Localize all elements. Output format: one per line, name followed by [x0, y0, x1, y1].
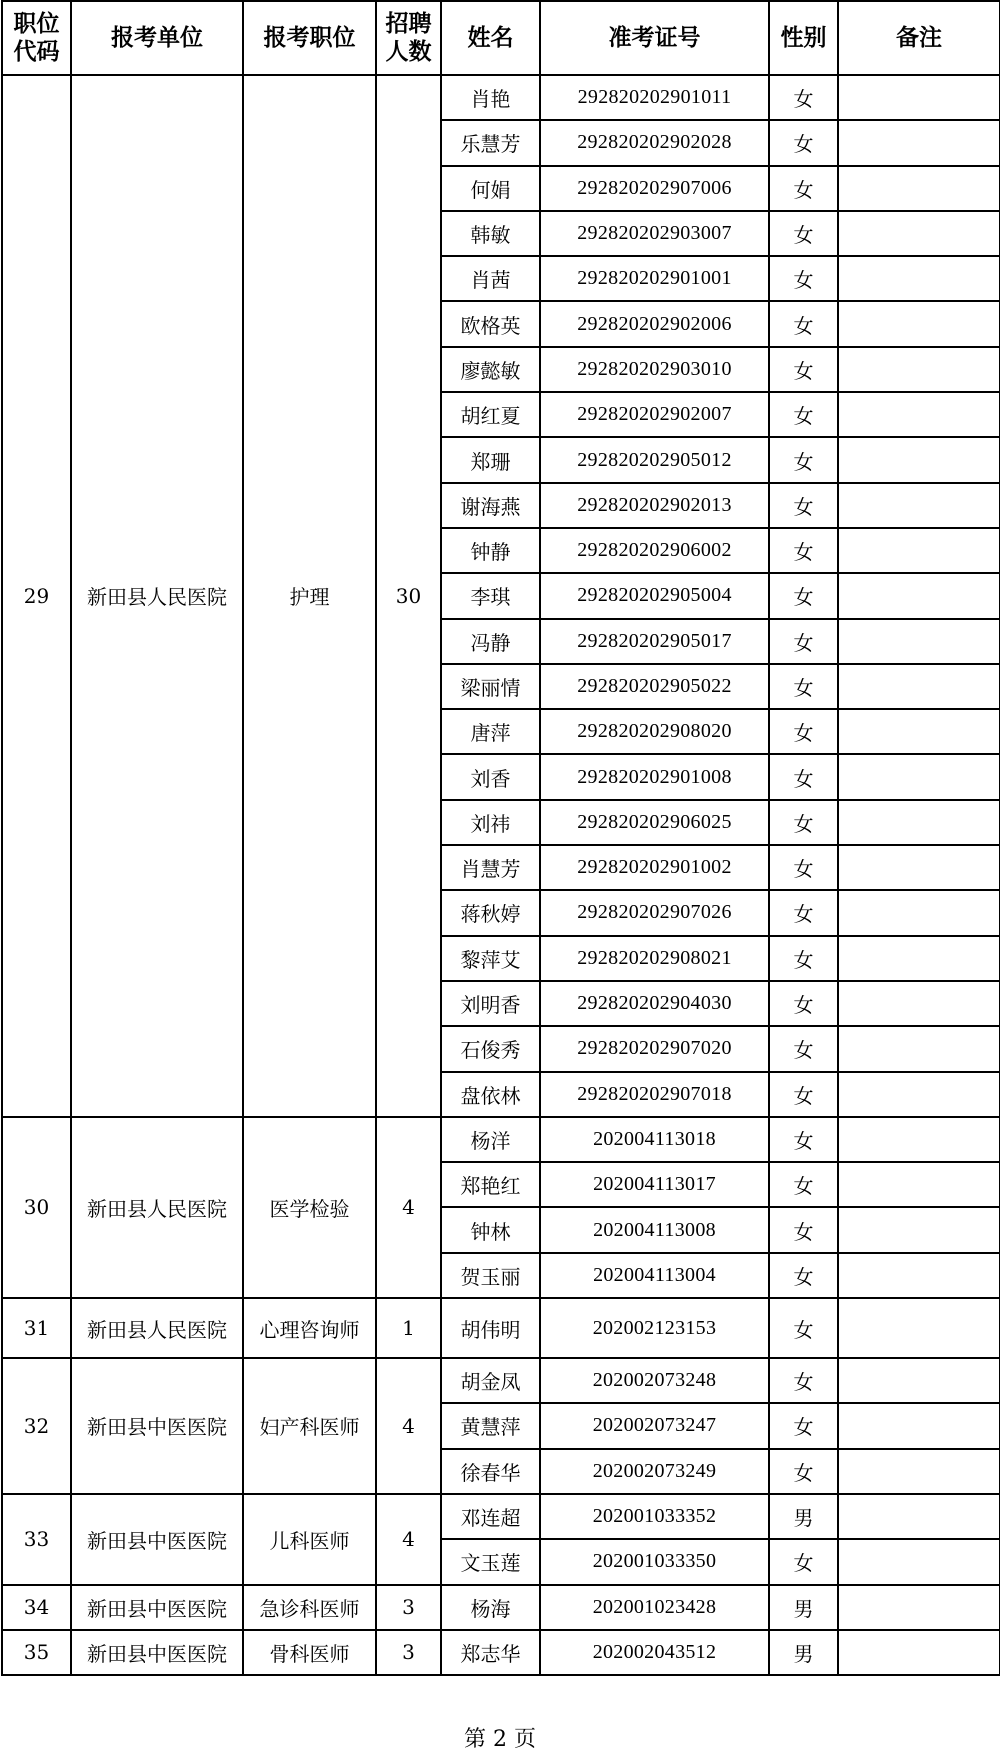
remark-cell [838, 1539, 1000, 1584]
gender-cell: 女 [769, 256, 838, 301]
remark-cell [838, 392, 1000, 437]
remark-cell [838, 528, 1000, 573]
remark-cell [838, 166, 1000, 211]
table-row [2, 1494, 1000, 1539]
gender-cell: 女 [769, 1403, 838, 1448]
exam-id-cell: 292820202908021 [540, 936, 769, 981]
exam-id-cell: 202001033350 [540, 1539, 769, 1584]
header-position: 报考职位 [243, 1, 376, 75]
gender-cell: 女 [769, 75, 838, 120]
remark-cell [838, 1162, 1000, 1207]
gender-cell: 女 [769, 1253, 838, 1298]
exam-id-cell: 202002073249 [540, 1449, 769, 1494]
gender-cell: 女 [769, 301, 838, 346]
exam-id-cell: 292820202902013 [540, 483, 769, 528]
exam-id-cell: 292820202901008 [540, 754, 769, 799]
name-cell: 刘香 [441, 754, 540, 799]
gender-cell: 女 [769, 166, 838, 211]
header-quota: 招聘 人数 [376, 1, 441, 75]
unit-cell: 新田县中医医院 [71, 1494, 243, 1585]
unit-cell: 新田县人民医院 [71, 75, 243, 1117]
remark-cell [838, 211, 1000, 256]
gender-cell: 女 [769, 347, 838, 392]
gender-cell: 女 [769, 1117, 838, 1162]
remark-cell [838, 1494, 1000, 1539]
gender-cell: 女 [769, 211, 838, 256]
exam-id-cell: 292820202905004 [540, 573, 769, 618]
exam-id-cell: 292820202902028 [540, 120, 769, 165]
quota-cell: 3 [376, 1630, 441, 1675]
remark-cell [838, 890, 1000, 935]
remark-cell [838, 1298, 1000, 1358]
table-row [2, 1585, 1000, 1630]
page-number: 第 2 页 [464, 1727, 536, 1752]
gender-cell: 女 [769, 890, 838, 935]
table-header-row [2, 1, 1000, 75]
gender-cell: 女 [769, 528, 838, 573]
remark-cell [838, 483, 1000, 528]
name-cell: 廖懿敏 [441, 347, 540, 392]
name-cell: 刘明香 [441, 981, 540, 1026]
remark-cell [838, 1358, 1000, 1403]
exam-id-cell: 202004113018 [540, 1117, 769, 1162]
remark-cell [838, 573, 1000, 618]
remark-cell [838, 936, 1000, 981]
gender-cell: 女 [769, 1298, 838, 1358]
gender-cell: 女 [769, 573, 838, 618]
exam-id-cell: 292820202904030 [540, 981, 769, 1026]
position-code-cell: 29 [2, 75, 71, 1117]
unit-cell: 新田县人民医院 [71, 1298, 243, 1358]
exam-id-cell: 292820202901011 [540, 75, 769, 120]
remark-cell [838, 75, 1000, 120]
name-cell: 胡金凤 [441, 1358, 540, 1403]
name-cell: 邓连超 [441, 1494, 540, 1539]
exam-id-cell: 292820202907026 [540, 890, 769, 935]
position-code-cell: 30 [2, 1117, 71, 1298]
exam-id-cell: 292820202901001 [540, 256, 769, 301]
remark-cell [838, 437, 1000, 482]
remark-cell [838, 1026, 1000, 1071]
exam-id-cell: 202002043512 [540, 1630, 769, 1675]
exam-id-cell: 202001033352 [540, 1494, 769, 1539]
position-code-cell: 34 [2, 1585, 71, 1630]
position-cell: 急诊科医师 [243, 1585, 376, 1630]
gender-cell: 女 [769, 754, 838, 799]
table-row [2, 75, 1000, 120]
exam-id-cell: 292820202902007 [540, 392, 769, 437]
name-cell: 钟林 [441, 1207, 540, 1252]
remark-cell [838, 1207, 1000, 1252]
header-remark: 备注 [838, 1, 1000, 75]
remark-cell [838, 256, 1000, 301]
position-cell: 妇产科医师 [243, 1358, 376, 1494]
gender-cell: 女 [769, 120, 838, 165]
gender-cell: 女 [769, 1539, 838, 1584]
remark-cell [838, 1585, 1000, 1630]
header-gender: 性别 [769, 1, 838, 75]
name-cell: 郑珊 [441, 437, 540, 482]
header-code: 职位 代码 [2, 1, 71, 75]
name-cell: 胡红夏 [441, 392, 540, 437]
quota-cell: 30 [376, 75, 441, 1117]
name-cell: 文玉莲 [441, 1539, 540, 1584]
name-cell: 贺玉丽 [441, 1253, 540, 1298]
name-cell: 蒋秋婷 [441, 890, 540, 935]
gender-cell: 女 [769, 936, 838, 981]
name-cell: 冯静 [441, 619, 540, 664]
exam-id-cell: 292820202905022 [540, 664, 769, 709]
name-cell: 唐萍 [441, 709, 540, 754]
quota-cell: 4 [376, 1358, 441, 1494]
name-cell: 肖慧芳 [441, 845, 540, 890]
gender-cell: 女 [769, 664, 838, 709]
position-code-cell: 32 [2, 1358, 71, 1494]
name-cell: 郑志华 [441, 1630, 540, 1675]
header-unit: 报考单位 [71, 1, 243, 75]
position-cell: 儿科医师 [243, 1494, 376, 1585]
position-cell: 骨科医师 [243, 1630, 376, 1675]
name-cell: 何娟 [441, 166, 540, 211]
name-cell: 徐春华 [441, 1449, 540, 1494]
remark-cell [838, 120, 1000, 165]
exam-id-cell: 292820202905012 [540, 437, 769, 482]
exam-id-cell: 292820202903007 [540, 211, 769, 256]
exam-id-cell: 202004113017 [540, 1162, 769, 1207]
position-code-cell: 31 [2, 1298, 71, 1358]
name-cell: 黎萍艾 [441, 936, 540, 981]
exam-id-cell: 202004113004 [540, 1253, 769, 1298]
name-cell: 郑艳红 [441, 1162, 540, 1207]
remark-cell [838, 1117, 1000, 1162]
exam-id-cell: 202001023428 [540, 1585, 769, 1630]
remark-cell [838, 1253, 1000, 1298]
position-cell: 护理 [243, 75, 376, 1117]
name-cell: 梁丽情 [441, 664, 540, 709]
remark-cell [838, 347, 1000, 392]
gender-cell: 女 [769, 619, 838, 664]
table-row [2, 1630, 1000, 1675]
position-code-cell: 33 [2, 1494, 71, 1585]
position-cell: 心理咨询师 [243, 1298, 376, 1358]
candidate-table [1, 0, 1000, 1676]
name-cell: 韩敏 [441, 211, 540, 256]
position-code-cell: 35 [2, 1630, 71, 1675]
table-row [2, 1358, 1000, 1403]
gender-cell: 女 [769, 1358, 838, 1403]
gender-cell: 女 [769, 800, 838, 845]
header-name: 姓名 [441, 1, 540, 75]
gender-cell: 女 [769, 1207, 838, 1252]
remark-cell [838, 981, 1000, 1026]
name-cell: 盘依林 [441, 1072, 540, 1117]
remark-cell [838, 1072, 1000, 1117]
remark-cell [838, 845, 1000, 890]
gender-cell: 女 [769, 1026, 838, 1071]
name-cell: 谢海燕 [441, 483, 540, 528]
quota-cell: 1 [376, 1298, 441, 1358]
remark-cell [838, 709, 1000, 754]
unit-cell: 新田县人民医院 [71, 1117, 243, 1298]
exam-id-cell: 292820202907006 [540, 166, 769, 211]
exam-id-cell: 292820202902006 [540, 301, 769, 346]
name-cell: 钟静 [441, 528, 540, 573]
remark-cell [838, 664, 1000, 709]
table-row [2, 1298, 1000, 1358]
quota-cell: 4 [376, 1494, 441, 1585]
exam-id-cell: 202004113008 [540, 1207, 769, 1252]
unit-cell: 新田县中医医院 [71, 1630, 243, 1675]
name-cell: 胡伟明 [441, 1298, 540, 1358]
position-cell: 医学检验 [243, 1117, 376, 1298]
remark-cell [838, 1630, 1000, 1675]
name-cell: 肖茜 [441, 256, 540, 301]
name-cell: 李琪 [441, 573, 540, 618]
gender-cell: 女 [769, 437, 838, 482]
exam-id-cell: 292820202905017 [540, 619, 769, 664]
remark-cell [838, 1403, 1000, 1448]
gender-cell: 女 [769, 392, 838, 437]
quota-cell: 3 [376, 1585, 441, 1630]
name-cell: 乐慧芳 [441, 120, 540, 165]
gender-cell: 男 [769, 1585, 838, 1630]
gender-cell: 女 [769, 1449, 838, 1494]
name-cell: 肖艳 [441, 75, 540, 120]
remark-cell [838, 619, 1000, 664]
gender-cell: 女 [769, 845, 838, 890]
gender-cell: 男 [769, 1630, 838, 1675]
name-cell: 杨洋 [441, 1117, 540, 1162]
exam-id-cell: 292820202903010 [540, 347, 769, 392]
name-cell: 杨海 [441, 1585, 540, 1630]
exam-id-cell: 292820202906002 [540, 528, 769, 573]
gender-cell: 女 [769, 1162, 838, 1207]
gender-cell: 女 [769, 483, 838, 528]
table-row [2, 1117, 1000, 1162]
table-body [2, 75, 1000, 1675]
exam-id-cell: 292820202907018 [540, 1072, 769, 1117]
remark-cell [838, 754, 1000, 799]
unit-cell: 新田县中医医院 [71, 1358, 243, 1494]
name-cell: 欧格英 [441, 301, 540, 346]
exam-id-cell: 292820202906025 [540, 800, 769, 845]
unit-cell: 新田县中医医院 [71, 1585, 243, 1630]
header-exam-id: 准考证号 [540, 1, 769, 75]
exam-id-cell: 202002073248 [540, 1358, 769, 1403]
name-cell: 刘祎 [441, 800, 540, 845]
exam-id-cell: 202002123153 [540, 1298, 769, 1358]
remark-cell [838, 800, 1000, 845]
exam-id-cell: 292820202908020 [540, 709, 769, 754]
exam-id-cell: 202002073247 [540, 1403, 769, 1448]
gender-cell: 女 [769, 1072, 838, 1117]
exam-id-cell: 292820202901002 [540, 845, 769, 890]
remark-cell [838, 1449, 1000, 1494]
name-cell: 石俊秀 [441, 1026, 540, 1071]
gender-cell: 女 [769, 981, 838, 1026]
gender-cell: 男 [769, 1494, 838, 1539]
gender-cell: 女 [769, 709, 838, 754]
exam-id-cell: 292820202907020 [540, 1026, 769, 1071]
remark-cell [838, 301, 1000, 346]
name-cell: 黄慧萍 [441, 1403, 540, 1448]
quota-cell: 4 [376, 1117, 441, 1298]
